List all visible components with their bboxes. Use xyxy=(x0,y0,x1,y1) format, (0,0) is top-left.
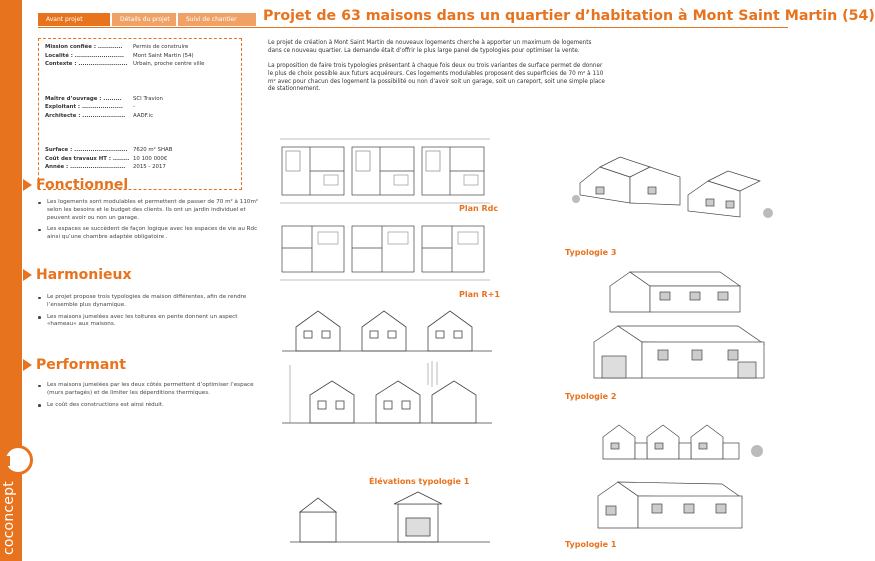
plan-r1-drawing xyxy=(280,218,490,288)
project-description xyxy=(268,40,606,102)
info-value: Mont Saint Martin (54) xyxy=(133,52,194,59)
info-value: - xyxy=(133,104,135,111)
section-arrow-icon xyxy=(23,269,32,281)
info-value: 7620 m² SHAB xyxy=(133,147,173,154)
brand-name: coconcept xyxy=(1,481,17,555)
tab-details-projet[interactable]: Détails du projet xyxy=(112,13,176,26)
caption-typologie-3: Typologie 3 xyxy=(565,248,617,257)
typologie-3-perspective xyxy=(570,155,775,240)
info-key: Mission confiée : ............ xyxy=(45,44,123,50)
page-title: Projet de 63 maisons dans un quartier d’habitation à Mont Saint Martin (54) xyxy=(263,8,875,24)
caption-typologie-1: Typologie 1 xyxy=(565,540,617,549)
info-key: Surface : .......................... xyxy=(45,147,128,154)
caption-plan-rdc: Plan Rdc xyxy=(459,204,499,213)
info-row-mission xyxy=(45,43,235,52)
section-title-harmonieux xyxy=(23,267,132,283)
info-row-maitre-ouvrage xyxy=(45,95,235,104)
info-key: Maître d’ouvrage : ......... xyxy=(45,95,122,102)
section-heading: Performant xyxy=(36,357,126,373)
brand-logo-icon xyxy=(3,445,33,475)
project-info-box xyxy=(38,38,242,190)
section-heading: Fonctionnel xyxy=(36,177,129,193)
info-value: SCI Travion xyxy=(133,95,163,102)
bullets-performant xyxy=(38,382,260,413)
info-value: Urbain, proche centre ville xyxy=(133,61,205,68)
info-value: 2015 - 2017 xyxy=(133,164,166,171)
tab-avant-projet[interactable]: Avant projet xyxy=(38,13,110,26)
section-title-performant xyxy=(23,357,126,373)
tab-bar xyxy=(38,13,256,26)
plan-rdc-drawing xyxy=(280,135,490,210)
info-row-architecte xyxy=(45,112,235,121)
info-key: Architecte : ..................... xyxy=(45,112,126,119)
list-item: Le projet propose trois typologies de maison différentes, afin de rendre l’ensemble plus dynamique. xyxy=(38,294,260,310)
info-row-contexte xyxy=(45,60,235,69)
info-row-annee xyxy=(45,163,235,172)
typologie-2-perspective-bottom xyxy=(588,322,778,387)
typologie-2-perspective-top xyxy=(600,268,775,316)
list-item: Le coût des constructions est ainsi réduit. xyxy=(38,402,260,410)
info-key: Coût des travaux HT : ........ xyxy=(45,155,130,162)
description-paragraph: Le projet de création à Mont Saint Martin de nouveaux logements cherche à apporter un maximum de logements dans ce nouveau quartier. La demande était d’offrir le plus large panel de typologies pour optimiser la vente. xyxy=(268,40,592,54)
info-row-exploitant xyxy=(45,103,235,112)
info-key: Contexte : ........................ xyxy=(45,61,128,68)
section-arrow-icon xyxy=(23,359,32,371)
title-divider xyxy=(38,27,788,28)
section-heading: Harmonieux xyxy=(36,267,132,283)
info-key: Localité : ........................ xyxy=(45,52,124,59)
elevations-drawing xyxy=(282,305,492,470)
info-value: 10 100 000€ xyxy=(133,155,168,162)
section-arrow-icon xyxy=(23,179,32,191)
bullets-harmonieux xyxy=(38,294,260,333)
typologie-1-perspective-top xyxy=(595,417,770,463)
caption-typologie-2: Typologie 2 xyxy=(565,392,617,401)
typologie-1-perspective-bottom xyxy=(592,478,772,538)
description-paragraph: La proposition de faire trois typologies présentant à chaque fois deux ou trois variantes de surface permet de donner le plus de choix possible aux futurs acquéreurs. Ces logements modulables proposent des superficies de 70 m² à 110 m² avec pour chacun des logement la possibilité ou non d’avoir soit un garage, soit un careport, soit une simple place de stationnement. xyxy=(268,63,605,93)
list-item: Les logements sont modulables et permettent de passer de 70 m² à 110m² selon les besoins et le budget des clients. Ils ont un jardin individuel et peuvent avoir ou non un garage. xyxy=(38,199,260,222)
info-key: Exploitant : .................... xyxy=(45,104,123,111)
caption-elevations: Élévations typologie 1 xyxy=(369,477,470,486)
info-key: Année : ........................... xyxy=(45,164,126,171)
bullets-fonctionnel xyxy=(38,199,260,246)
info-row-localite xyxy=(45,52,235,61)
info-value: Permis de construire xyxy=(133,44,189,50)
section-title-fonctionnel xyxy=(23,177,128,193)
list-item: Les maisons jumelées avec les toitures en pente donnent un aspect «hameau» aux maisons. xyxy=(38,314,260,330)
tab-suivi-chantier[interactable]: Suivi de chantier xyxy=(178,13,256,26)
info-value: AADF.ic xyxy=(133,112,154,119)
info-row-cout xyxy=(45,155,235,164)
caption-plan-r1: Plan R+1 xyxy=(459,290,500,299)
list-item: Les maisons jumelées par les deux côtés permettent d’optimiser l’espace (murs partagés) et de limiter les déperditions thermiques. xyxy=(38,382,260,398)
elevations-bottom-drawing xyxy=(290,490,490,550)
info-row-surface xyxy=(45,146,235,155)
brand-strip xyxy=(0,0,22,561)
list-item: Les espaces se succèdent de façon logique avec les espaces de vie au Rdc ainsi qu’une chambre adaptée obligatoire . xyxy=(38,226,260,242)
